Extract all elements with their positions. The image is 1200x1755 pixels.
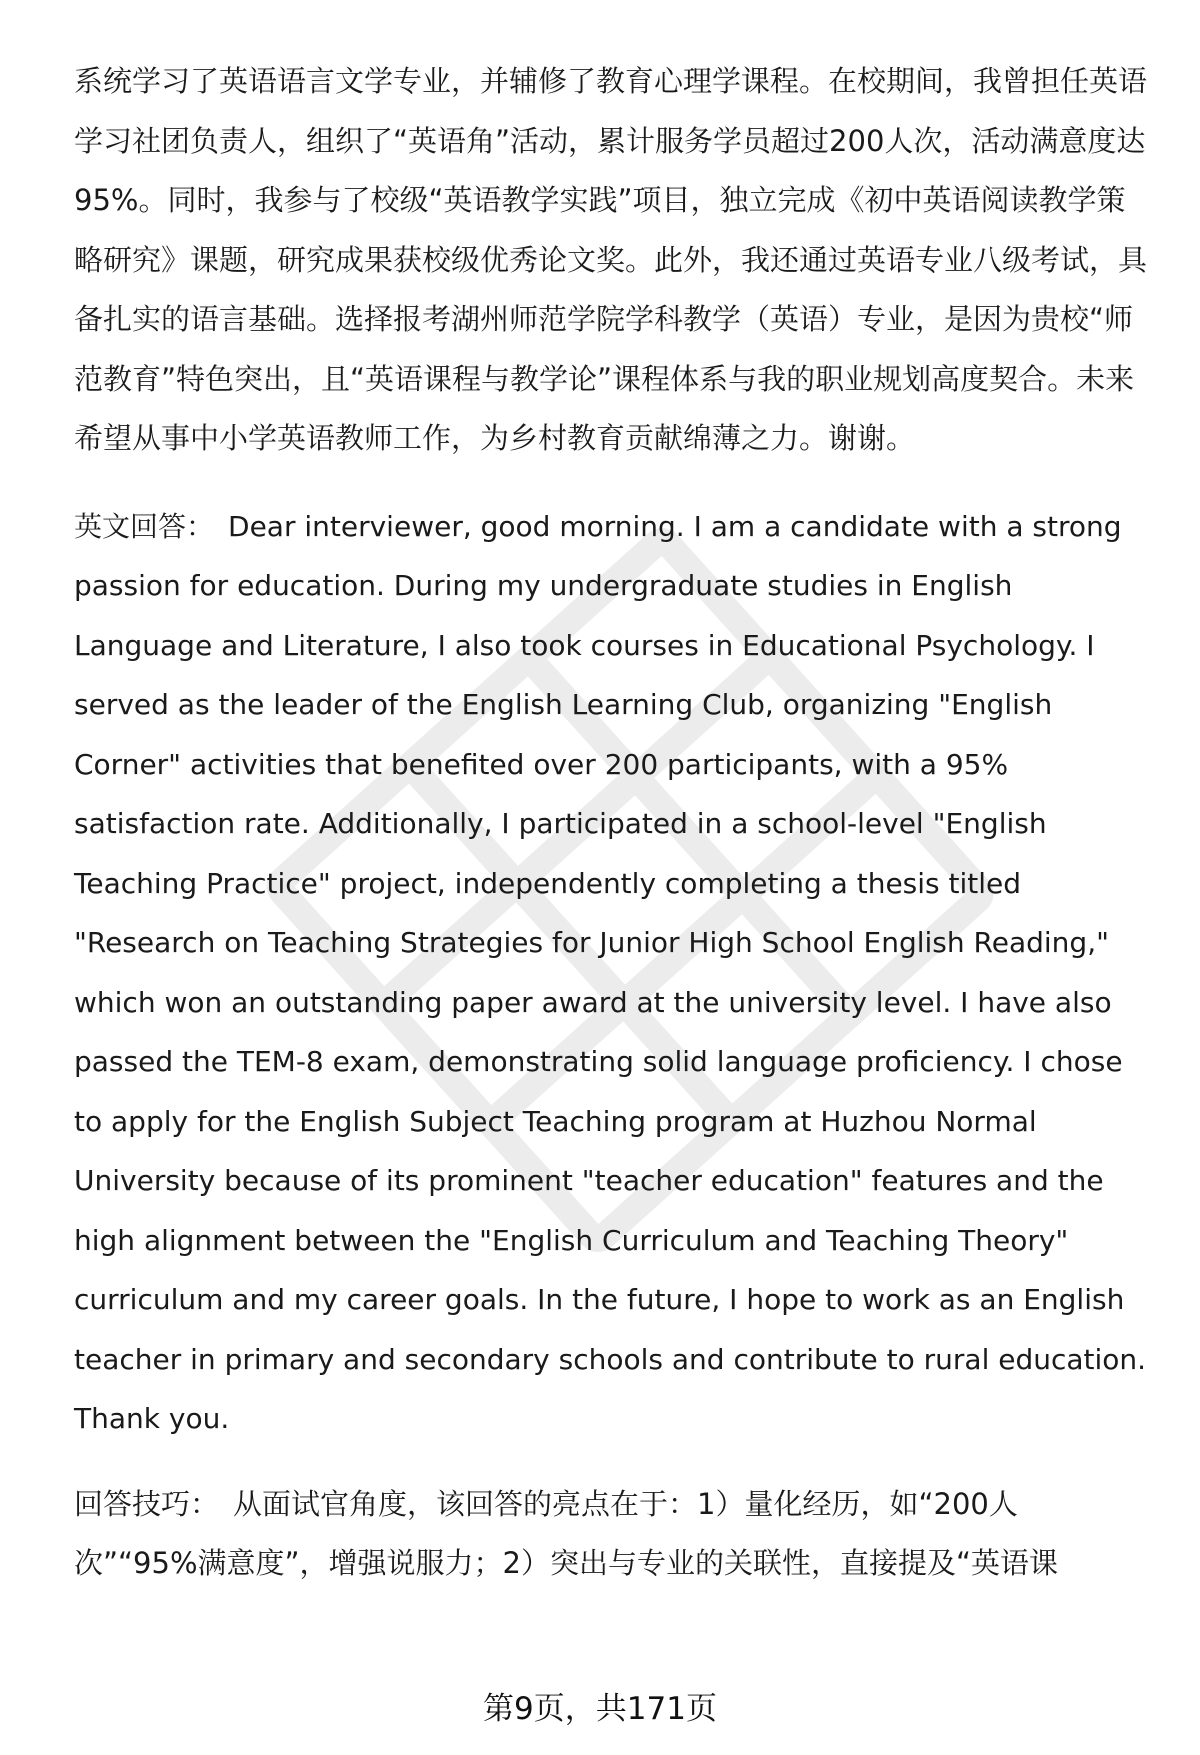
english-answer-text: Dear interviewer, good morning. I am a candidate with a strong passion for education. During my undergraduate studies in English Language and Literature, I also took courses in Educational Psychology. I served as the leader of the English Learning Club, organizing "English Corner" activities that benefited over 200 participants, with a 95% satisfaction rate. Additionally, I participated in a school-level "English Teaching Practice" project, independently completing a thesis titled "Research on Teaching Strategies for Junior High School English Reading," which won an outstanding paper award at the university level. I have also passed the TEM-8 exam, demonstrating solid language proficiency. I chose to apply for the English Subject Teaching program at Huzhou Normal University because of its prominent "teacher education" features and the high alignment between the "English Curriculum and Teaching Theory" curriculum and my career goals. In the future, I hope to work as an English teacher in primary and secondary schools and contribute to rural education. Thank you.: [74, 509, 1147, 1435]
tips-text-line-2: 次”“95%满意度”，增强说服力；2）突出与专业的关联性，直接提及“英语课: [74, 1546, 1059, 1580]
tips-paragraph: [74, 1475, 1154, 1594]
english-answer-paragraph: [74, 497, 1154, 1449]
intro-paragraph: 系统学习了英语语言文学专业，并辅修了教育心理学课程。在校期间，我曾担任英语学习社团负责人，组织了“英语角”活动，累计服务学员超过200人次，活动满意度达95%。同时，我参与了校级“英语教学实践”项目，独立完成《初中英语阅读教学策略研究》课题，研究成果获校级优秀论文奖。此外，我还通过英语专业八级考试，具备扎实的语言基础。选择报考湖州师范学院学科教学（英语）专业，是因为贵校“师范教育”特色突出，且“英语课程与教学论”课程体系与我的职业规划高度契合。未来希望从事中小学英语教师工作，为乡村教育贡献绵薄之力。谢谢。: [74, 64, 1148, 455]
tips-text-line-1: 从面试官角度，该回答的亮点在于：1）量化经历，如“200人: [233, 1486, 1018, 1521]
page-number: 第9页，共171页: [483, 1691, 717, 1727]
tips-label: 回答技巧：: [74, 1486, 220, 1521]
document-page: [74, 52, 1154, 1594]
english-answer-label: 英文回答：: [74, 509, 215, 543]
tips-line-1: [74, 1475, 1154, 1535]
